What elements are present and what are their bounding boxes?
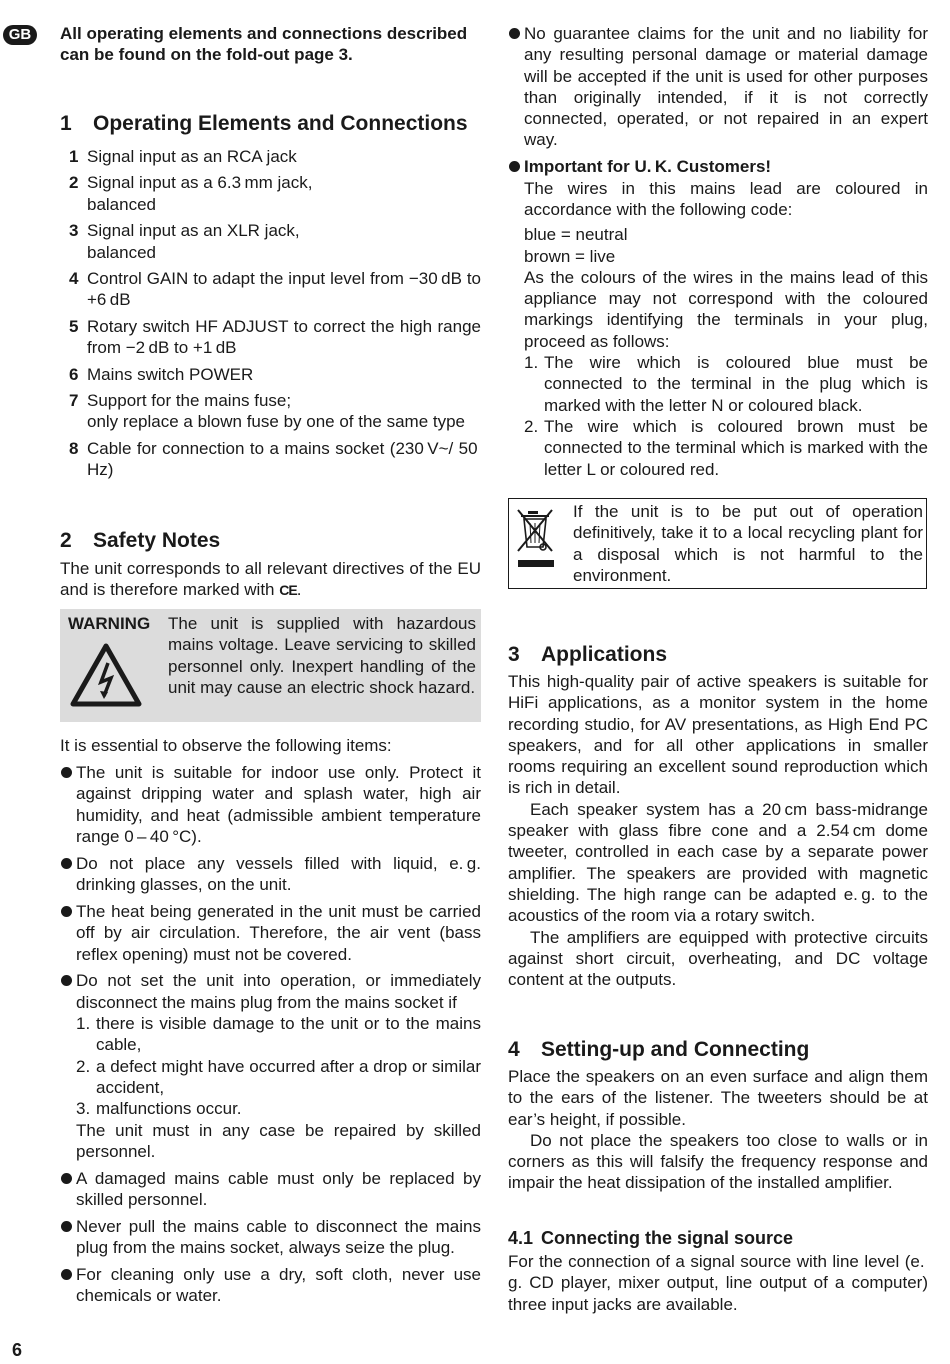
bullet-icon (61, 1173, 72, 1184)
item-text-2: only replace a blown fuse by one of the same type (87, 412, 466, 432)
bullet-text: The unit is suitable for indoor use only. Protect it against dripping water and splash water, high air humidity, and heat (admissible ambient temperature range 0 – 40 °C). (76, 763, 481, 846)
item-text: Support for the mains fuse; (87, 391, 292, 411)
item-number: 3 (69, 221, 79, 241)
item-text: Signal input as an XLR jack, (87, 221, 300, 241)
section-3-heading (508, 643, 667, 667)
bullet-item (508, 156, 928, 479)
sublist-item (524, 352, 928, 416)
right-bullet-list (508, 23, 928, 485)
list-item (60, 364, 481, 385)
paragraph: The amplifiers are equipped with protective circuits against short circuit, overheating, and DC voltage content at the outputs. (508, 927, 928, 990)
section-number: 3 (508, 643, 520, 666)
uk-steps (524, 352, 928, 480)
paragraph: Each speaker system has a 20 cm bass-midrange speaker with glass fibre cone and a 2.54 cm dome tweeter, controlled in each case by a separate power amplifier. The speakers are provided with magnetic shielding. The high range can be adapted e. g. to the acoustics of the room via a rotary switch. (508, 799, 928, 926)
bullet-icon (61, 858, 72, 869)
sublist-item (76, 1098, 481, 1119)
bullet-icon (61, 1221, 72, 1232)
bullet-icon (61, 1269, 72, 1280)
bullet-item (60, 970, 481, 1162)
sub-text: malfunctions occur. (96, 1099, 242, 1119)
uk-heading: Important for U. K. Customers! (524, 157, 772, 177)
sub-text: a defect might have occurred after a drop or similar accident, (96, 1056, 481, 1097)
crossed-out-wheelie-bin-icon (515, 507, 559, 582)
item-text-2: balanced (87, 194, 157, 214)
bullet-icon (61, 906, 72, 917)
bullet-icon (509, 28, 520, 39)
list-item (60, 316, 481, 359)
section-1-heading (60, 112, 468, 136)
page-number: 6 (12, 1340, 23, 1360)
sublist-item (76, 1013, 481, 1056)
bullet-followup-text: The unit must in any case be repaired by skilled personnel. (76, 1120, 481, 1161)
sublist-item (76, 1056, 481, 1099)
sub-number: 2. (76, 1056, 91, 1076)
sub-text: The wire which is coloured brown must be connected to the terminal which is marked with the letter L or coloured red. (544, 416, 928, 479)
list-item (60, 390, 481, 433)
section-number: 1 (60, 112, 72, 135)
warning-label: WARNING (68, 614, 151, 633)
applications-body (508, 671, 928, 990)
paragraph: Do not place the speakers too close to walls or in corners as this will falsify the frequency response and impair the heat dissipation of the installed amplifier. (508, 1130, 928, 1193)
bullet-text: Do not set the unit into operation, or immediately disconnect the mains plug from the mains socket if (76, 971, 481, 1012)
safety-bullet-list (60, 762, 481, 1312)
subsection-4-1-heading (508, 1227, 793, 1249)
list-item (60, 220, 481, 263)
bullet-text: The heat being generated in the unit must be carried off by air circulation. Therefore, the air vent (bass reflex opening) must not be covered. (76, 901, 481, 964)
bullet-item (60, 1216, 481, 1259)
paragraph: For the connection of a signal source with line level (e. g. CD player, mixer output, line output of a computer) three input jacks are available. (508, 1252, 928, 1314)
item-number: 7 (69, 391, 79, 411)
item-number: 5 (69, 316, 79, 336)
condition-sublist (76, 1013, 481, 1119)
section-2-heading (60, 529, 220, 553)
uk-text: The wires in this mains lead are coloured in accordance with the following code: (524, 178, 928, 219)
safety-intro-text: The unit corresponds to all relevant directives of the EU and is therefore marked with (60, 559, 481, 600)
list-item (60, 146, 481, 167)
sub-number: 2. (524, 416, 539, 436)
bullet-item (60, 762, 481, 847)
section-title: Setting-up and Connecting (541, 1038, 810, 1061)
section-title: Applications (541, 643, 668, 666)
list-item (60, 438, 481, 481)
safety-intro: The unit corresponds to all relevant directives of the EU and is therefore marked with CE. (60, 559, 481, 600)
bullet-item (60, 853, 481, 896)
section-4-heading (508, 1038, 809, 1062)
language-badge: GB (3, 25, 37, 45)
bullet-item (60, 1168, 481, 1211)
list-item (60, 268, 481, 311)
item-text: Cable for connection to a mains socket (230 V~/ 50 Hz) (87, 438, 481, 480)
bullet-icon (61, 975, 72, 986)
item-text: Mains switch POWER (87, 364, 254, 384)
uk-blue-code: blue = neutral (524, 225, 628, 245)
uk-brown-code: brown = live (524, 246, 616, 266)
item-text: Rotary switch HF ADJUST to correct the high range from −2 dB to +1 dB (87, 316, 481, 358)
subsection-title: Connecting the signal source (541, 1228, 794, 1248)
item-number: 1 (69, 147, 79, 166)
disposal-notice-box (508, 498, 927, 589)
item-number: 6 (69, 364, 79, 384)
section-title: Operating Elements and Connections (93, 112, 468, 135)
bullet-text: A damaged mains cable must only be replaced by skilled personnel. (76, 1168, 481, 1210)
paragraph: This high-quality pair of active speakers is suitable for HiFi applications, as a monitor system in the home recording studio, for AV presentations, as High End PC speakers, and for all other applications in smaller rooms requiring an excellent sound reproduction which is rich in detail. (508, 672, 928, 798)
intro-note: All operating elements and connections described can be found on the fold-out page 3. (60, 24, 468, 65)
sub-text: there is visible damage to the unit or to the mains cable, (96, 1014, 481, 1055)
bullet-item (60, 1264, 481, 1307)
signal-source-body (508, 1251, 928, 1315)
item-number: 4 (69, 269, 79, 289)
sub-number: 3. (76, 1099, 91, 1119)
item-number: 2 (69, 173, 79, 193)
bullet-icon (509, 161, 520, 172)
setup-body (508, 1066, 928, 1194)
high-voltage-warning-icon (70, 643, 142, 712)
ce-mark: CE (279, 582, 297, 599)
bullet-item (508, 23, 928, 151)
section-number: 2 (60, 529, 72, 552)
sub-text: The wire which is coloured blue must be connected to the terminal in the plug which is marked with the letter N or coloured black. (544, 353, 928, 415)
item-text: Control GAIN to adapt the input level from −30 dB to +6 dB (87, 269, 481, 310)
section-number: 4 (508, 1038, 520, 1061)
list-item (60, 172, 481, 215)
warning-box (60, 609, 481, 722)
operating-elements-list (60, 146, 481, 486)
item-text: Signal input as an RCA jack (87, 147, 297, 166)
bullet-text: Do not place any vessels filled with liquid, e. g. drinking glasses, on the unit. (76, 853, 481, 895)
disposal-text: If the unit is to be put out of operation definitively, take it to a local recycling plant for a disposal which is not harmful to the environment. (573, 502, 923, 585)
item-number: 8 (69, 438, 79, 458)
sub-number: 1. (76, 1014, 91, 1034)
sublist-item (524, 416, 928, 480)
uk-text-2: As the colours of the wires in the mains lead of this appliance may not correspond with the coloured markings identifying the terminals in your plug, proceed as follows: (524, 267, 928, 351)
observe-intro: It is essential to observe the following items: (60, 736, 392, 755)
warning-text: The unit is supplied with hazardous mains voltage. Leave servicing to skilled personnel only. Inexpert handling of the unit may cause an electric shock hazard. (168, 614, 476, 697)
bullet-text: Never pull the mains cable to disconnect the mains plug from the mains socket, always seize the plug. (76, 1216, 481, 1258)
bullet-text: No guarantee claims for the unit and no liability for any resulting personal damage or material damage will be accepted if the unit is used for other purposes than originally intended, if it is not correctly connected, operated, or not repaired in an expert way. (524, 24, 928, 150)
section-title: Safety Notes (93, 529, 221, 552)
bullet-text: For cleaning only use a dry, soft cloth, never use chemicals or water. (76, 1265, 481, 1306)
bullet-icon (61, 767, 72, 778)
item-text: Signal input as a 6.3 mm jack, (87, 173, 313, 193)
subsection-number: 4.1 (508, 1228, 534, 1248)
item-text-2: balanced (87, 242, 157, 262)
sub-number: 1. (524, 353, 539, 373)
bullet-item (60, 901, 481, 965)
paragraph: Place the speakers on an even surface and align them to the ears of the listener. The tweeters should be at ear’s height, if possible. (508, 1067, 928, 1129)
